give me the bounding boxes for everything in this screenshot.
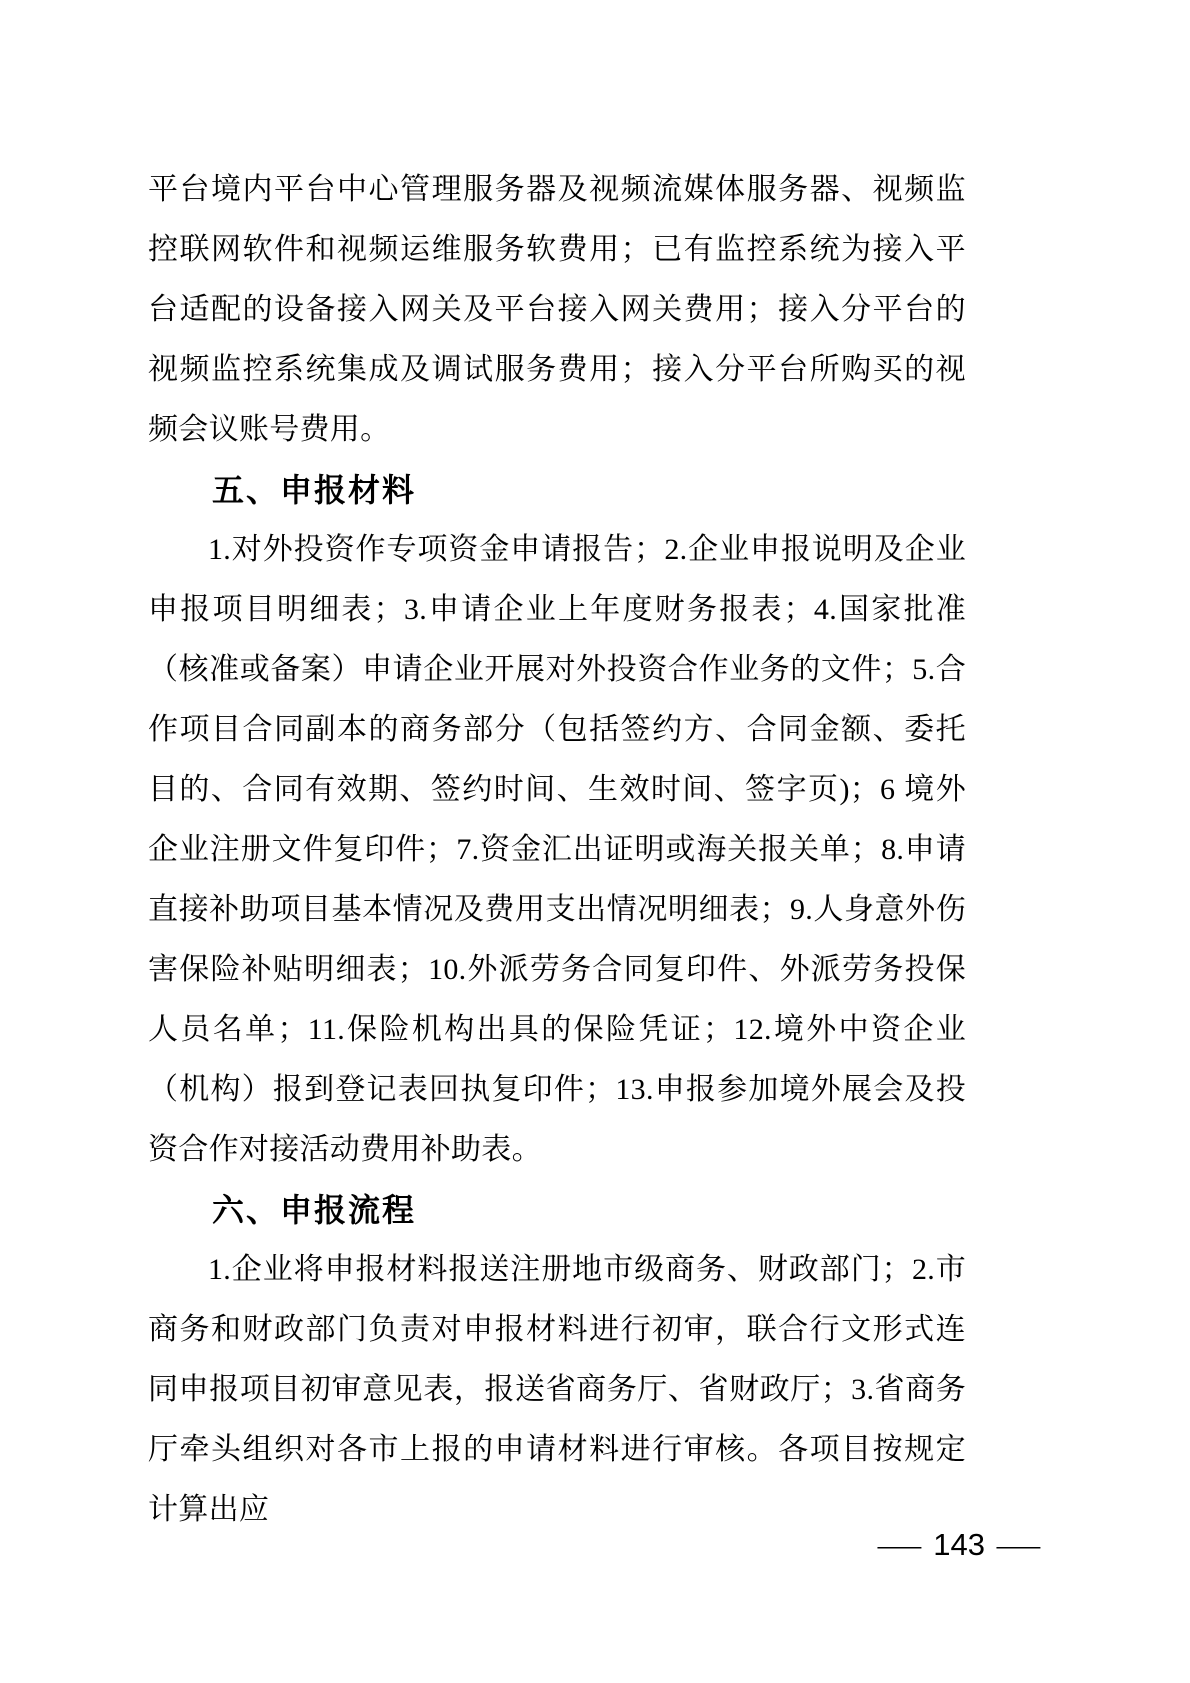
section-heading-six: 六、申报流程 bbox=[212, 1192, 417, 1228]
page-number-value: 143 bbox=[933, 1527, 985, 1562]
section-six-body: 1.企业将申报材料报送注册地市级商务、财政部门；2.市商务和财政部门负责对申报材料进行初审，联合行文形式连同申报项目初审意见表，报送省商务厅、省财政厅；3.省商务厅牵头组织对各市上报的申请材料进行审核。各项目按规定计算出应 bbox=[148, 1253, 966, 1526]
page-number-dash-left: — bbox=[878, 1527, 922, 1562]
paragraph-continuation: 平台境内平台中心管理服务器及视频流媒体服务器、视频监控联网软件和视频运维服务软费用；已有监控系统为接入平台适配的设备接入网关及平台接入网关费用；接入分平台的视频监控系统集成及调试服务费用；接入分平台所购买的视频会议账号费用。 bbox=[148, 173, 966, 446]
text-block bbox=[148, 160, 966, 1540]
section-heading-five: 五、申报材料 bbox=[212, 472, 417, 508]
section-five-body: 1.对外投资作专项资金申请报告；2.企业申报说明及企业申报项目明细表；3.申请企业上年度财务报表；4.国家批准（核准或备案）申请企业开展对外投资合作业务的文件；5.合作项目合同副本的商务部分（包括签约方、合同金额、委托目的、合同有效期、签约时间、生效时间、签字页)；6 境外企业注册文件复印件；7.资金汇出证明或海关报关单；8.申请直接补助项目基本情况及费用支出情况明细表；9.人身意外伤害保险补贴明细表；10.外派劳务合同复印件、外派劳务投保人员名单；11.保险机构出具的保险凭证；12.境外中资企业（机构）报到登记表回执复印件；13.申报参加境外展会及投资合作对接活动费用补助表。 bbox=[148, 533, 966, 1166]
page-number bbox=[878, 1527, 1041, 1563]
page-number-dash-right: — bbox=[996, 1527, 1041, 1562]
